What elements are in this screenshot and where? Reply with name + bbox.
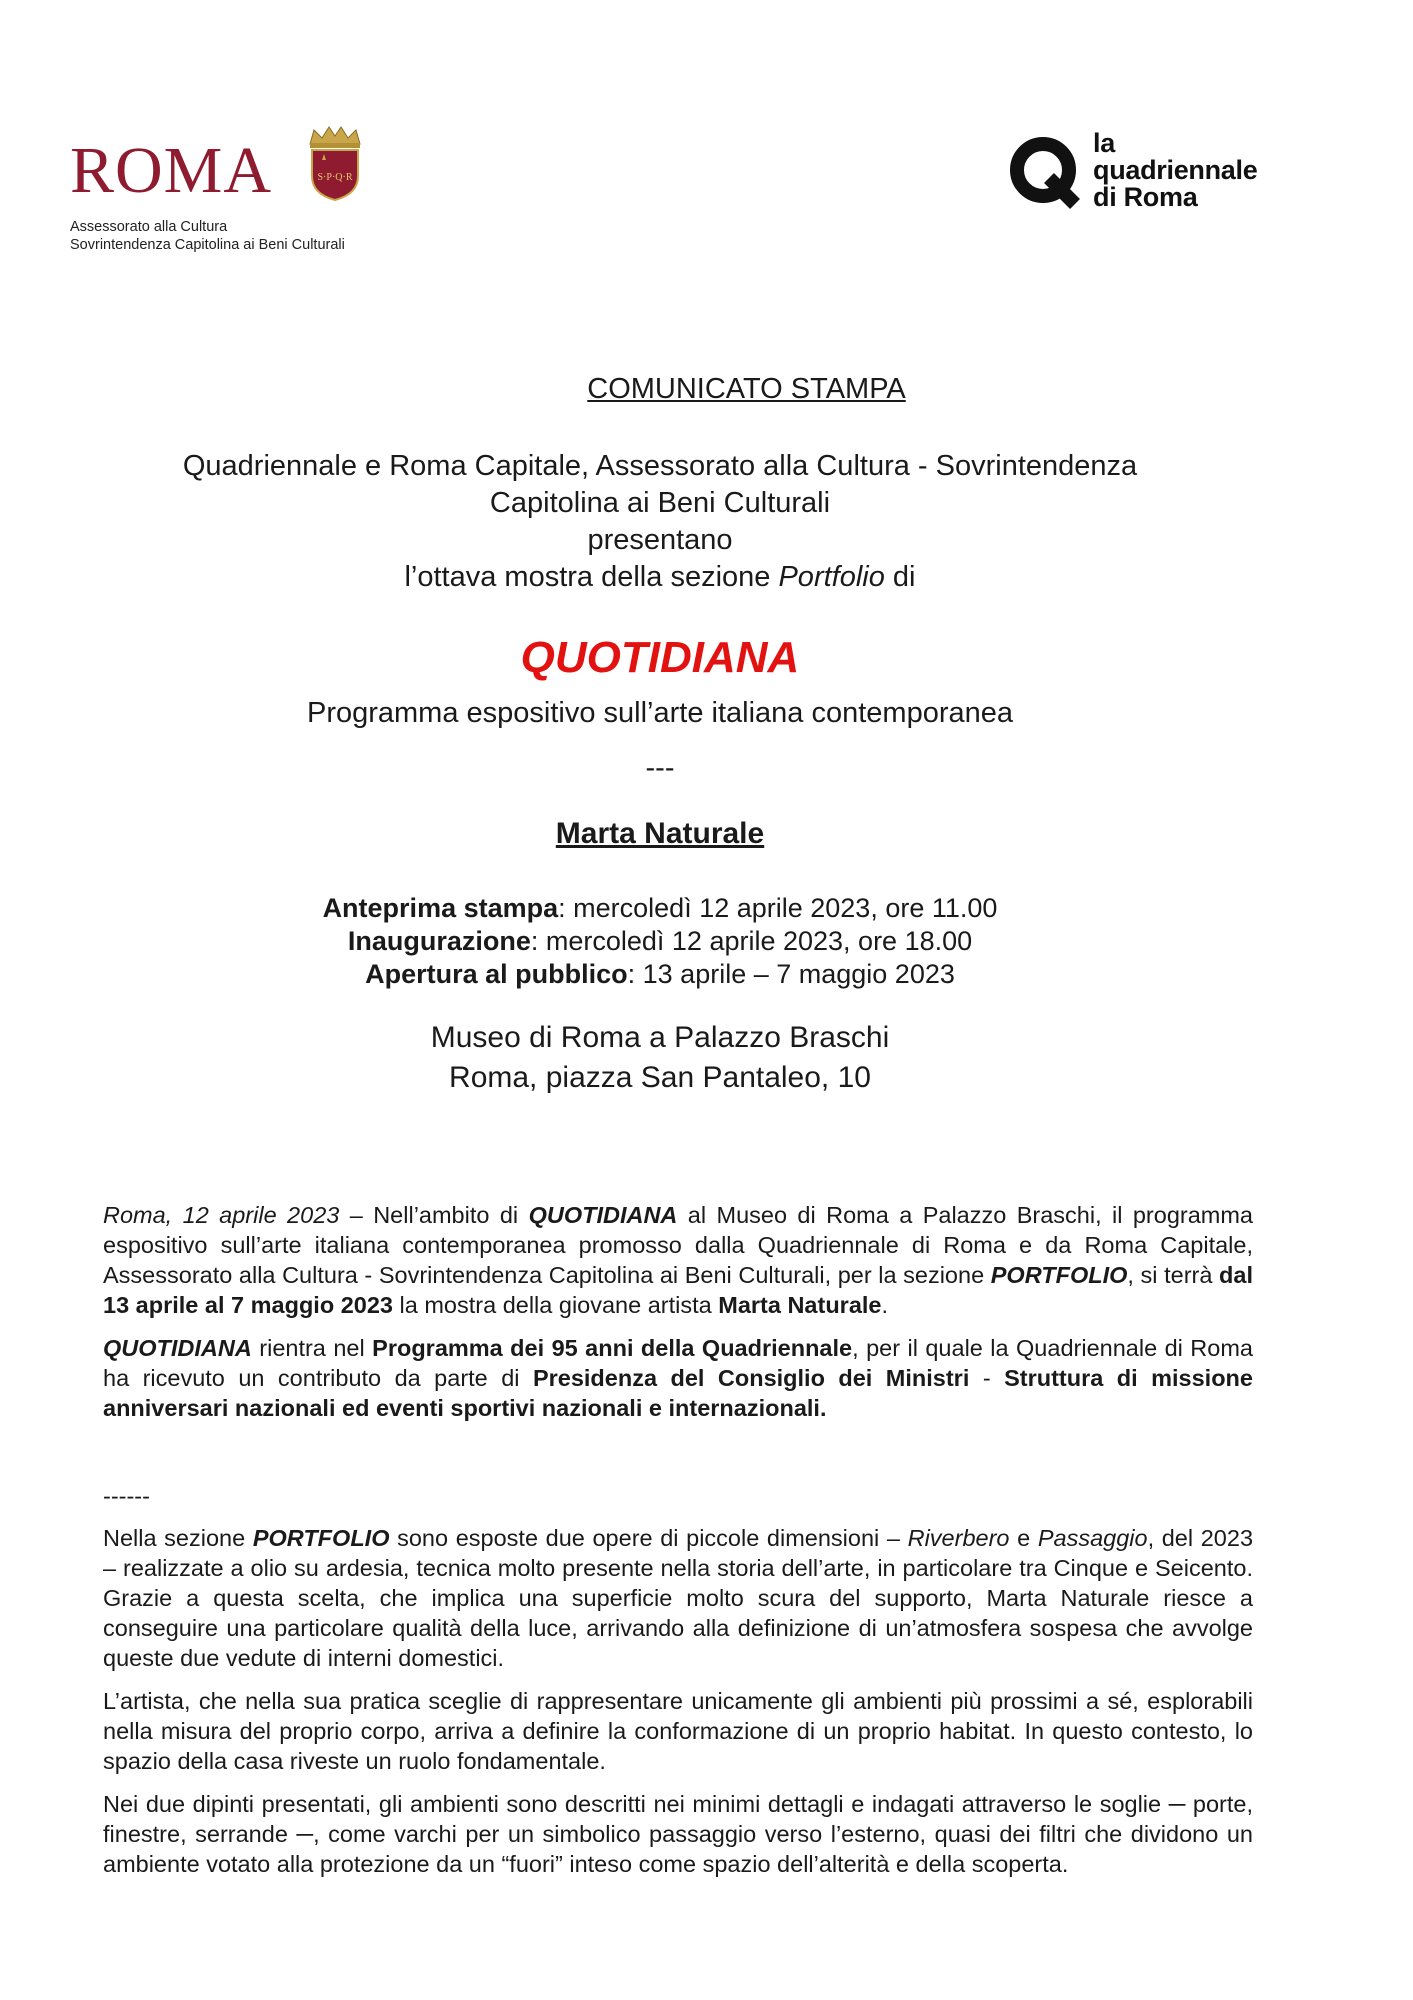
programma-bold: Programma dei 95 anni della Quadriennale [372, 1335, 853, 1361]
quadriennale-line-1: la [1093, 128, 1115, 158]
text-run: la mostra della giovane artista [393, 1292, 719, 1318]
exhibition-subtitle: Programma espositivo sull’arte italiana contemporanea [306, 697, 1014, 729]
quadriennale-line-2: quadriennale [1093, 155, 1258, 185]
intro-line-3: presentano [587, 524, 733, 556]
svg-text:S·P·Q·R: S·P·Q·R [317, 172, 353, 183]
quadriennale-line-3: di Roma [1093, 182, 1198, 212]
presidenza-bold: Presidenza del Consiglio dei Ministri [532, 1365, 970, 1391]
dates-block [0, 892, 1320, 991]
exhibition-title: QUOTIDIANA [520, 633, 800, 682]
roma-subtitle [70, 218, 345, 254]
text-run: , si terrà [1127, 1262, 1220, 1288]
venue-line-1: Museo di Roma a Palazzo Braschi [430, 1021, 890, 1054]
venue-line-2: Roma, piazza San Pantaleo, 10 [449, 1061, 871, 1094]
date-line-apertura [0, 958, 1320, 991]
portfolio-italic: Portfolio [778, 561, 885, 593]
artist-name: Marta Naturale [555, 817, 765, 850]
intro-line-2: Capitolina ai Beni Culturali [489, 487, 831, 519]
date-value: : mercoledì 12 aprile 2023, ore 11.00 [558, 893, 998, 923]
date-value: : mercoledì 12 aprile 2023, ore 18.00 [530, 926, 973, 956]
paragraph-4: L’artista, che nella sua pratica sceglie di rappresentare unicamente gli ambienti più prossimi a sé, esplorabili nella misura del proprio corpo, arriva a definire la conformazione di un proprio habitat. In questo contesto, lo spazio della casa riveste un ruolo fondamentale. [103, 1688, 1253, 1774]
text-run: , del 2023 – realizzate a olio su ardesia, tecnica molto presente nella storia dell’arte, in particolare tra Cinque e Seicento. Grazie a questa scelta, che implica una superficie molto scura del supporto, Marta Naturale riesce a conseguire una particolare qualità della luce, arrivando alla definizione di un’atmosfera sospesa che avvolge queste due vedute di interni domestici. [103, 1525, 1254, 1671]
paragraph-1 [103, 1200, 1253, 1320]
text-run: rientra nel [251, 1335, 373, 1361]
date-line-inaugurazione [0, 925, 1320, 958]
quadriennale-q-icon [1005, 132, 1085, 212]
text-run: – Nell’ambito di [339, 1202, 529, 1228]
work-title-riverbero: Riverbero [907, 1525, 1010, 1551]
date-label: Anteprima stampa [322, 893, 559, 923]
dateline: Roma, 12 aprile 2023 [103, 1202, 340, 1228]
roma-subtitle-line-1: Assessorato alla Cultura [70, 219, 228, 235]
text-run: - [969, 1365, 1005, 1391]
quadriennale-logo-text [1093, 130, 1257, 211]
date-label: Apertura al pubblico [365, 959, 628, 989]
intro-line-4 [10, 559, 1310, 596]
artist-bold: Marta Naturale [718, 1292, 882, 1318]
work-title-passaggio: Passaggio [1037, 1525, 1148, 1551]
dash-separator: --- [645, 752, 675, 784]
text-run: , per il quale la Quadriennale di Roma ha ricevuto un contributo da parte di [103, 1335, 1253, 1391]
paragraph-2 [103, 1333, 1253, 1423]
text-run: al Museo di Roma a Palazzo Braschi, il programma espositivo sull’arte italiana contemporanea promosso dalla Quadriennale di Roma e da Roma Capitale, Assessorato alla Cultura - Sovrintendenza Capitolina ai Beni Culturali, per la sezione [103, 1202, 1254, 1288]
text-run: sono esposte due opere di piccole dimensioni – [389, 1525, 908, 1551]
text-run: Nella sezione [103, 1525, 253, 1551]
struttura-bold: Struttura di missione anniversari nazionali ed eventi sportivi nazionali e internazionali. [103, 1365, 1253, 1421]
date-label: Inaugurazione [347, 926, 531, 956]
intro-line-4-post: di [884, 561, 916, 593]
text-run: . [881, 1292, 889, 1318]
body-section-1 [103, 1200, 1253, 1436]
quotidiana-bold: QUOTIDIANA [528, 1202, 678, 1228]
paragraph-5: Nei due dipinti presentati, gli ambienti sono descritti nei minimi dettagli e indagati attraverso le soglie ─ porte, finestre, serrande ─, come varchi per un simbolico passaggio verso l’esterno, quasi dei filtri che dividono un ambiente votato alla protezione da un “fuori” inteso come spazio dell’alterità e della scoperta. [103, 1791, 1253, 1877]
body-section-2 [103, 1523, 1253, 1892]
roma-subtitle-line-2: Sovrintendenza Capitolina ai Beni Culturali [70, 237, 345, 253]
date-line-anteprima [0, 892, 1320, 925]
quotidiana-bold: QUOTIDIANA [103, 1335, 252, 1361]
comunicato-stampa-heading: COMUNICATO STAMPA [587, 373, 906, 405]
date-range-bold: dal 13 aprile al 7 maggio 2023 [103, 1262, 1253, 1318]
portfolio-bold: PORTFOLIO [252, 1525, 390, 1551]
text-run: e [1009, 1525, 1038, 1551]
roma-logo-text: ROMA [70, 134, 273, 207]
roma-crest-icon [302, 124, 368, 202]
paragraph-3 [103, 1523, 1253, 1673]
intro-block [10, 448, 1310, 596]
intro-line-4-pre: l’ottava mostra della sezione [404, 561, 779, 593]
portfolio-bold: PORTFOLIO [990, 1262, 1128, 1288]
venue-block [0, 1018, 1320, 1098]
date-value: : 13 aprile – 7 maggio 2023 [627, 959, 955, 989]
section-separator: ------ [103, 1483, 150, 1509]
intro-line-1: Quadriennale e Roma Capitale, Assessorato alla Cultura - Sovrintendenza [182, 450, 1138, 482]
